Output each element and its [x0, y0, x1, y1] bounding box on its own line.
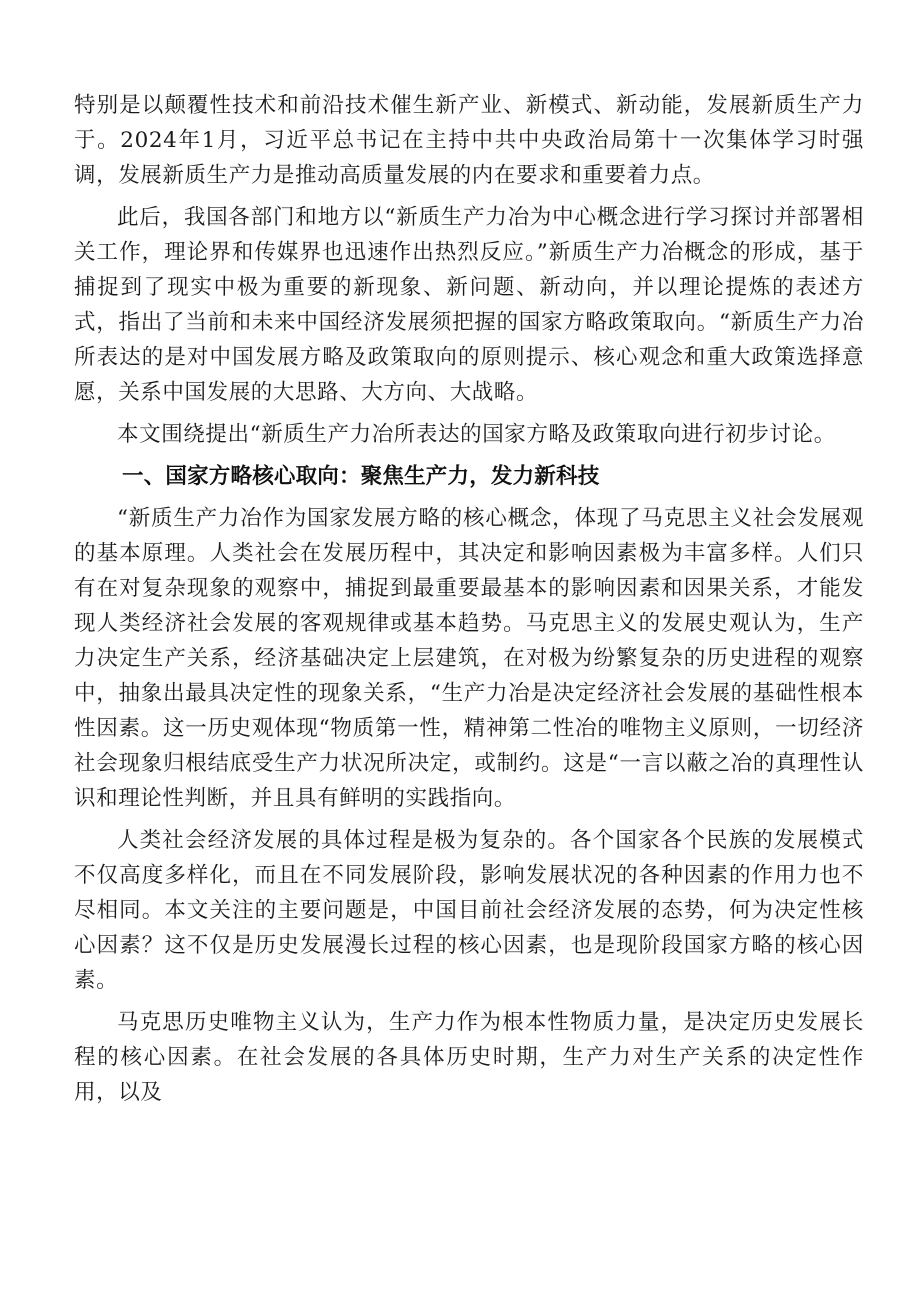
paragraph: 人类社会经济发展的具体过程是极为复杂的。各个国家各个民族的发展模式不仅高度多样化，而且在不同发展阶段，影响发展状况的各种因素的作用力也不尽相同。本文关注的主要问题是，中国目前社会经济发展的态势，何为决定性核心因素？这不仅是历史发展漫长过程的核心因素，也是现阶段国家方略的核心因素。	[74, 828, 864, 993]
section-heading: 一、国家方略核心取向：聚焦生产力，发力新科技	[122, 464, 600, 489]
paragraph: 此后，我国各部门和地方以“新质生产力冶为中心概念进行学习探讨并部署相关工作，理论界和传媒界也迅速作出热烈反应。”新质生产力冶概念的形成，基于捕捉到了现实中极为重要的新现象、新问题、新动向，并以理论提炼的表述方式，指出了当前和未来中国经济发展须把握的国家方略政策取向。“新质生产力冶所表达的是对中国发展方略及政策取向的原则提示、核心观念和重大政策选择意愿，关系中国发展的大思路、大方向、大战略。	[74, 205, 864, 405]
document-body	[74, 88, 864, 1117]
paragraph: 特别是以颠覆性技术和前沿技术催生新产业、新模式、新动能，发展新质生产力于。2024年1月，习近平总书记在主持中共中央政治局第十一次集体学习时强调，发展新质生产力是推动高质量发展的内在要求和重要着力点。	[74, 93, 864, 188]
paragraph: 本文围绕提出“新质生产力冶所表达的国家方略及政策取向进行初步讨论。	[117, 422, 836, 447]
paragraph: “新质生产力冶作为国家发展方略的核心概念，体现了马克思主义社会发展观的基本原理。人类社会在发展历程中，其决定和影响因素极为丰富多样。人们只有在对复杂现象的观察中，捕捉到最重要最基本的影响因素和因果关系，才能发现人类经济社会发展的客观规律或基本趋势。马克思主义的发展史观认为，生产力决定生产关系，经济基础决定上层建筑，在对极为纷繁复杂的历史进程的观察中，抽象出最具决定性的现象关系，“生产力冶是决定经济社会发展的基础性根本性因素。这一历史观体现“物质第一性，精神第二性冶的唯物主义原则，一切经济社会现象归根结底受生产力状况所决定，或制约。这是“一言以蔽之冶的真理性认识和理论性判断，并且具有鲜明的实践指向。	[74, 506, 864, 811]
paragraph: 马克思历史唯物主义认为，生产力作为根本性物质力量，是决定历史发展长程的核心因素。在社会发展的各具体历史时期，生产力对生产关系的决定性作用，以及	[74, 1010, 864, 1105]
